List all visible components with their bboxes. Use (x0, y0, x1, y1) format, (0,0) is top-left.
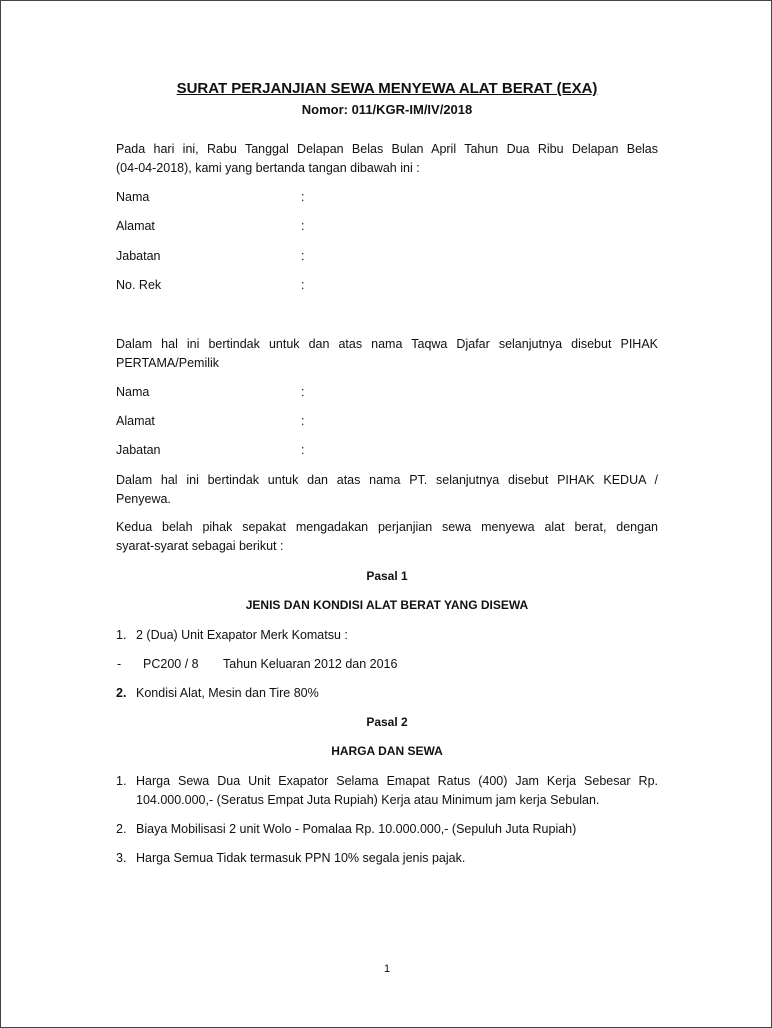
pasal1-year: Tahun Keluaran 2012 dan 2016 (223, 657, 398, 671)
party1-address-label: Alamat (116, 219, 155, 233)
pasal2-item1-number: 1. (116, 774, 127, 788)
party2-name-colon: : (301, 385, 305, 399)
party2-statement-line-1: Dalam hal ini bertindak untuk dan atas nama PT. selanjutnya disebut PIHAK KEDUA / (116, 473, 658, 487)
party1-name-colon: : (301, 190, 305, 204)
document-title: SURAT PERJANJIAN SEWA MENYEWA ALAT BERAT (EXA) (176, 80, 598, 97)
pasal1-title: JENIS DAN KONDISI ALAT BERAT YANG DISEWA (245, 598, 529, 612)
party1-statement-line-1: Dalam hal ini bertindak untuk dan atas nama Taqwa Djafar selanjutnya disebut PIHAK (116, 337, 658, 351)
pasal2-item1-line-2: 104.000.000,- (Seratus Empat Juta Rupiah) Kerja atau Minimum jam kerja Sebulan. (136, 793, 600, 807)
party1-address-colon: : (301, 219, 305, 233)
party1-account-label: No. Rek (116, 278, 162, 292)
pasal1-item1-text: 2 (Dua) Unit Exapator Merk Komatsu : (136, 628, 348, 642)
pasal1-heading: Pasal 1 (366, 569, 408, 583)
page-number: 1 (383, 963, 391, 975)
pasal2-item1-line-1: Harga Sewa Dua Unit Exapator Selama Emapat Ratus (400) Jam Kerja Sebesar Rp. (136, 774, 658, 788)
pasal1-item2-text: Kondisi Alat, Mesin dan Tire 80% (136, 686, 319, 700)
party2-position-colon: : (301, 443, 305, 457)
party1-account-colon: : (301, 278, 305, 292)
intro-line-1: Pada hari ini, Rabu Tanggal Delapan Belas Bulan April Tahun Dua Ribu Delapan Belas (116, 142, 658, 156)
pasal2-item2-text: Biaya Mobilisasi 2 unit Wolo - Pomalaa Rp. 10.000.000,- (Sepuluh Juta Rupiah) (136, 822, 577, 836)
pasal1-dash-bullet: - (117, 657, 122, 671)
agreement-line-2: syarat-syarat sebagai berikut : (116, 539, 284, 553)
agreement-line-1: Kedua belah pihak sepakat mengadakan perjanjian sewa menyewa alat berat, dengan (116, 520, 658, 534)
document-number: Nomor: 011/KGR-IM/IV/2018 (301, 102, 473, 117)
pasal2-title: HARGA DAN SEWA (331, 744, 443, 758)
party2-address-colon: : (301, 414, 305, 428)
pasal1-item2-number: 2. (116, 686, 127, 700)
pasal1-item1-number: 1. (116, 628, 127, 642)
pasal1-model: PC200 / 8 (143, 657, 199, 671)
party1-name-label: Nama (116, 190, 150, 204)
party2-position-label: Jabatan (116, 443, 161, 457)
pasal2-heading: Pasal 2 (366, 715, 408, 729)
pasal2-item2-number: 2. (116, 822, 127, 836)
party1-position-label: Jabatan (116, 249, 161, 263)
party2-name-label: Nama (116, 385, 150, 399)
pasal2-item3-text: Harga Semua Tidak termasuk PPN 10% segala jenis pajak. (136, 851, 466, 865)
party1-statement-line-2: PERTAMA/Pemilik (116, 356, 220, 370)
party2-statement-line-2: Penyewa. (116, 492, 171, 506)
party2-address-label: Alamat (116, 414, 155, 428)
party1-position-colon: : (301, 249, 305, 263)
pasal2-item3-number: 3. (116, 851, 127, 865)
intro-line-2: (04-04-2018), kami yang bertanda tangan dibawah ini : (116, 161, 420, 175)
